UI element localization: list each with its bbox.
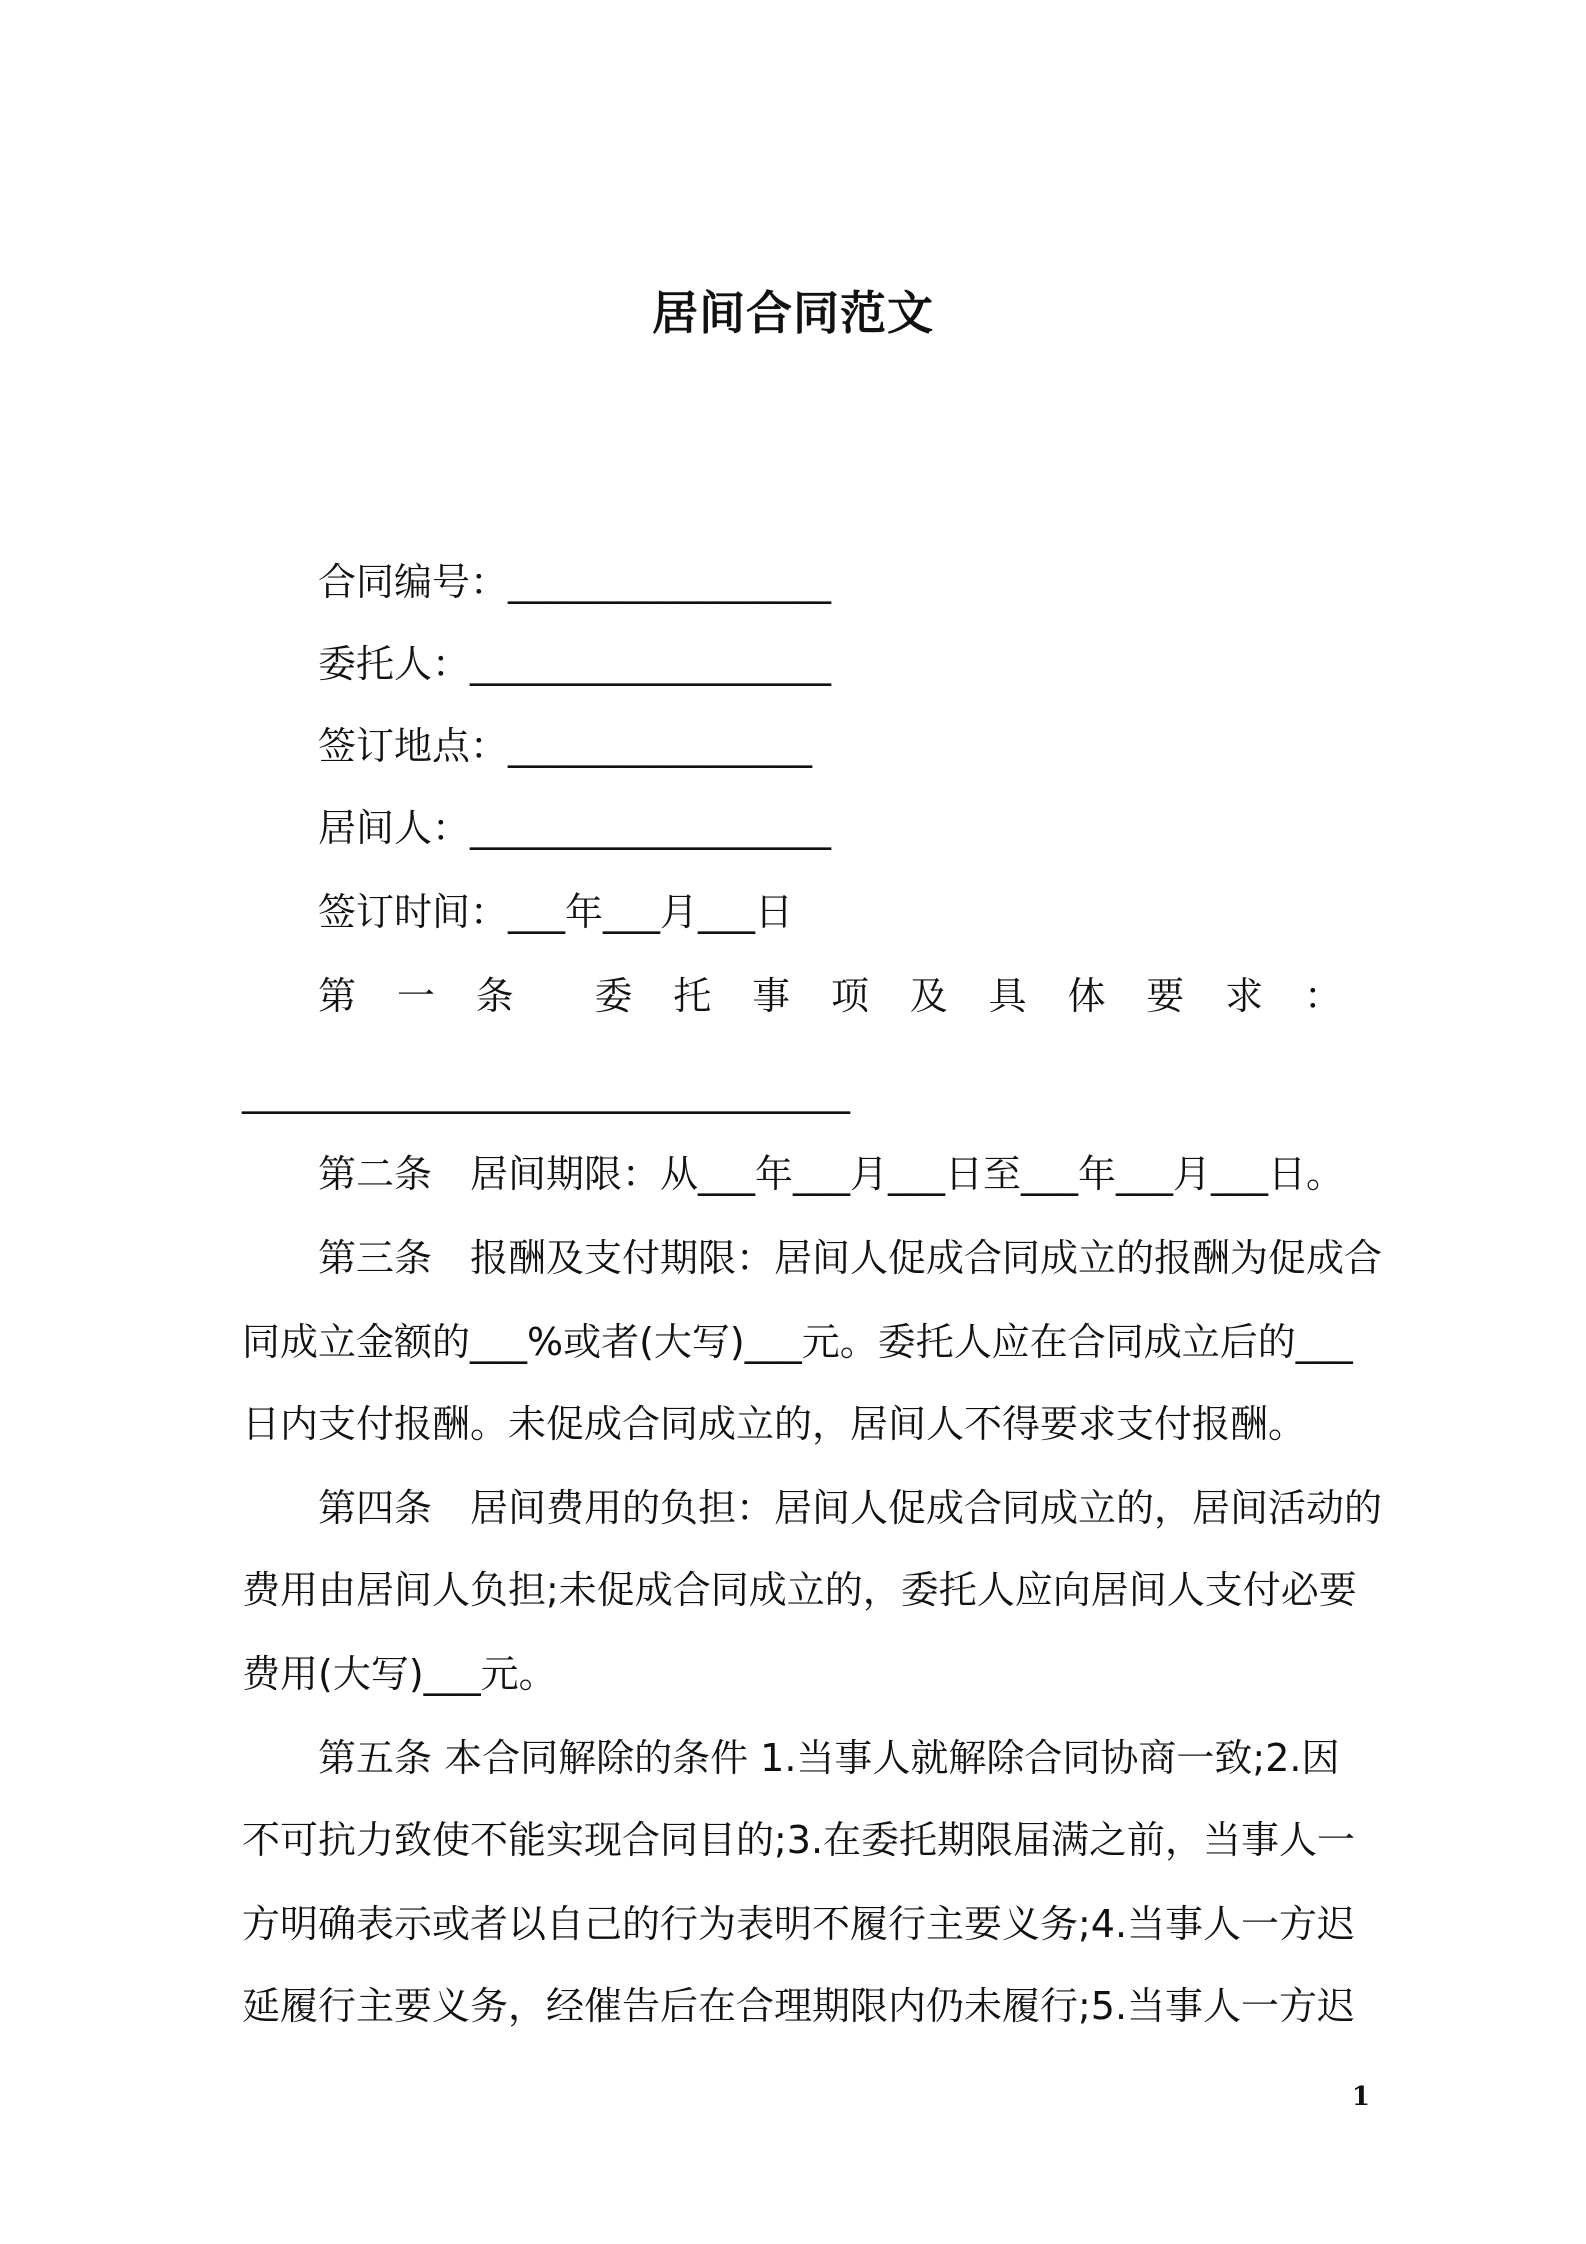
signing-date-blank: ___年___月___日: [508, 890, 794, 934]
contract-number-blank: _________________: [508, 560, 832, 604]
article-1-char: ：: [1303, 974, 1342, 1018]
contract-number-label: 合同编号：: [318, 560, 509, 604]
article-1-char: 要: [1146, 974, 1185, 1018]
article-1-char: 具: [988, 974, 1027, 1018]
client-label: 委托人：: [318, 642, 471, 686]
article-5-line-2: 不可抗力致使不能实现合同目的;3.在委托期限届满之前，当事人一: [242, 1818, 1356, 1862]
article-4-line-3: 费用(大写)___元。: [242, 1652, 557, 1696]
article-5-line-1: 第五条 本合同解除的条件 1.当事人就解除合同协商一致;2.因: [318, 1736, 1340, 1780]
signing-date-label: 签订时间：: [318, 890, 509, 934]
article-3-line-3: 日内支付报酬。未促成合同成立的，居间人不得要求支付报酬。: [242, 1402, 1307, 1446]
article-1-char: 一: [396, 974, 435, 1018]
article-1-char: 条: [475, 974, 514, 1018]
article-4-line-1: 第四条 居间费用的负担：居间人促成合同成立的，居间活动的: [318, 1486, 1383, 1530]
page-number: 1: [1351, 2082, 1370, 2112]
article-1-char: 事: [752, 974, 791, 1018]
contract-number-line: [242, 556, 1354, 608]
client-line: [242, 638, 1354, 690]
broker-blank: ___________________: [470, 806, 832, 850]
article-1-char: 托: [673, 974, 712, 1018]
article-1-char: 委: [594, 974, 633, 1018]
article-3-line-1: 第三条 报酬及支付期限：居间人促成合同成立的报酬为促成合: [318, 1236, 1383, 1280]
signing-place-label: 签订地点：: [318, 724, 509, 768]
article-1-char: 项: [830, 974, 869, 1018]
signing-place-line: [242, 720, 1354, 772]
signing-date-line: [242, 886, 1354, 938]
document-title: 居间合同范文: [652, 286, 934, 340]
article-1-char: 求: [1225, 974, 1264, 1018]
broker-label: 居间人：: [318, 806, 471, 850]
article-1-char: 体: [1067, 974, 1106, 1018]
article-3-line-2: 同成立金额的___%或者(大写)___元。委托人应在合同成立后的___: [242, 1320, 1353, 1364]
signing-place-blank: ________________: [508, 724, 813, 768]
article-5-line-3: 方明确表示或者以自己的行为表明不履行主要义务;4.当事人一方迟: [242, 1902, 1356, 1946]
client-blank: ___________________: [470, 642, 832, 686]
broker-line: [242, 802, 1354, 854]
article-1-char: 及: [909, 974, 948, 1018]
article-1-char: 第: [318, 974, 357, 1018]
article-4-line-2: 费用由居间人负担;未促成合同成立的，委托人应向居间人支付必要: [242, 1568, 1357, 1612]
article-1-blank: ________________________________: [242, 1070, 850, 1114]
article-5-line-4: 延履行主要义务，经催告后在合理期限内仍未履行;5.当事人一方迟: [242, 1984, 1356, 2028]
article-1-title: [242, 970, 1354, 1022]
article-2-line: 第二条 居间期限：从___年___月___日至___年___月___日。: [318, 1152, 1345, 1196]
